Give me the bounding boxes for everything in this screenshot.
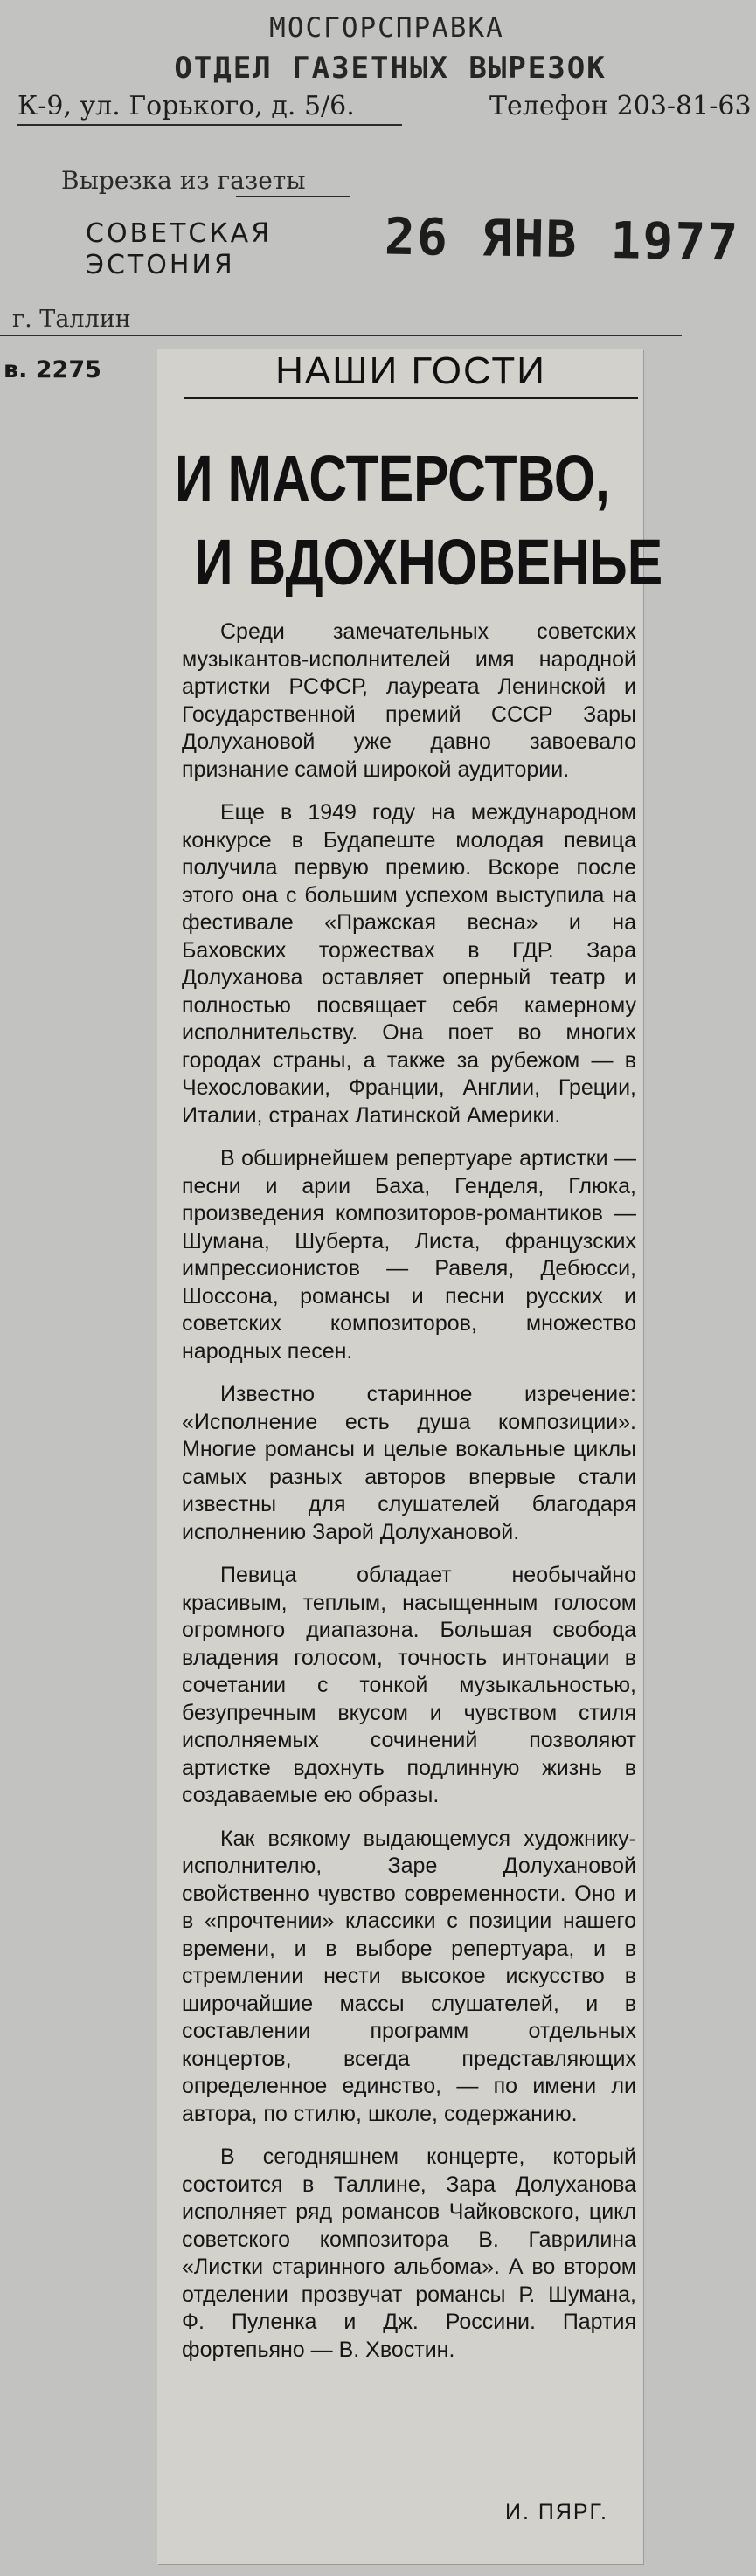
paragraph: Певица обладает необычайно красивым, теплым, насыщенным голосом огромного диапазона. Большая свобода владения голосом, точность интонации в сочетании с тонкой музыкальностью, безупречным вкусом и чувством стиля исполняемых сочинений позволяют артистке вдохнуть подлинную жизнь в создаваемые ею образы. <box>182 1563 636 1807</box>
author-signature: И. ПЯРГ. <box>505 2500 608 2524</box>
clipping-label-underline <box>236 196 350 197</box>
newspaper-name-line1: СОВЕТСКАЯ <box>86 218 273 249</box>
headline <box>175 437 663 604</box>
org-name: МОСГОРСПРАВКА <box>269 12 504 44</box>
newspaper-name <box>86 218 272 281</box>
clipping-label: Вырезка из газеты <box>61 166 306 195</box>
clipping-number: в. 2275 <box>3 356 101 383</box>
headline-line1: И МАСТЕРСТВО, <box>175 442 610 515</box>
paragraph: Еще в 1949 году на международном конкурсе в Будапеште молодая певица получила первую премию. Вскоре после этого она с большим успехом выступила на фестивале «Пражская весна» и на Баховских торжествах в ГДР. Зара Долуханова оставляет оперный театр и полностью посвящает себя камерному исполнительству. Она поет во многих городах страны, а также за рубежом — в Чехословакии, Франции, Англии, Греции, Италии, странах Латинской Америки. <box>182 800 636 1128</box>
address: К-9, ул. Горького, д. 5/6. <box>17 91 355 121</box>
newspaper-name-line2: ЭСТОНИЯ <box>86 250 235 280</box>
address-underline <box>17 124 402 126</box>
paragraph: Среди замечательных советских музыкантов-исполнителей имя народной артистки РСФСР, лауреата Ленинской и Государственной премий СССР Зары Долухановой уже давно завоевало признание самой широкой аудитории. <box>182 619 636 782</box>
article-body <box>182 618 636 2379</box>
headline-line2: И ВДОХНОВЕНЬЕ <box>194 526 663 598</box>
paragraph: В обширнейшем репертуаре артистки — песни и арии Баха, Генделя, Глюка, произведения композиторов-романтиков — Шумана, Шуберта, Листа, французских импрессионистов — Равеля, Дебюсси, Шоссона, романсы и песни русских и советских композиторов, множество народных песен. <box>182 1146 636 1364</box>
paragraph: В сегодняшнем концерте, который состоится в Таллине, Зара Долуханова исполняет ряд романсов Чайковского, цикл советского композитора В. Гаврилина «Листки старинного альбома». А во втором отделении прозвучат романсы Р. Шумана, Ф. Пуленка и Дж. Россини. Партия фортепьяно — В. Хвостин. <box>182 2144 636 2362</box>
paragraph: Как всякому выдающемуся художнику-исполнителю, Заре Долухановой свойственно чувство современности. Оно и в «прочтении» классики с позиции нашего времени, и в выборе репертуара, и в стремлении нести высокое искусство в широчайшие массы слушателей, и в составлении программ отдельных концертов, всегда представляющих определенное единство, — по имени ли автора, по стилю, школе, содержанию. <box>182 1826 636 2126</box>
phone: Телефон 203-81-63 <box>489 91 752 121</box>
city-underline <box>0 335 682 336</box>
rubric: НАШИ ГОСТИ <box>184 349 638 399</box>
date-stamp: 26 ЯНВ 1977 <box>384 206 740 273</box>
newspaper-clipping <box>157 349 663 2564</box>
paragraph: Известно старинное изречение: «Исполнение есть душа композиции». Многие романсы и целые вокальные циклы самых разных авторов впервые стали известны для слушателей благодаря исполнению Зарой Долухановой. <box>182 1382 636 1544</box>
city: г. Таллин <box>12 306 131 333</box>
department-name: ОТДЕЛ ГАЗЕТНЫХ ВЫРЕЗОК <box>174 51 607 86</box>
